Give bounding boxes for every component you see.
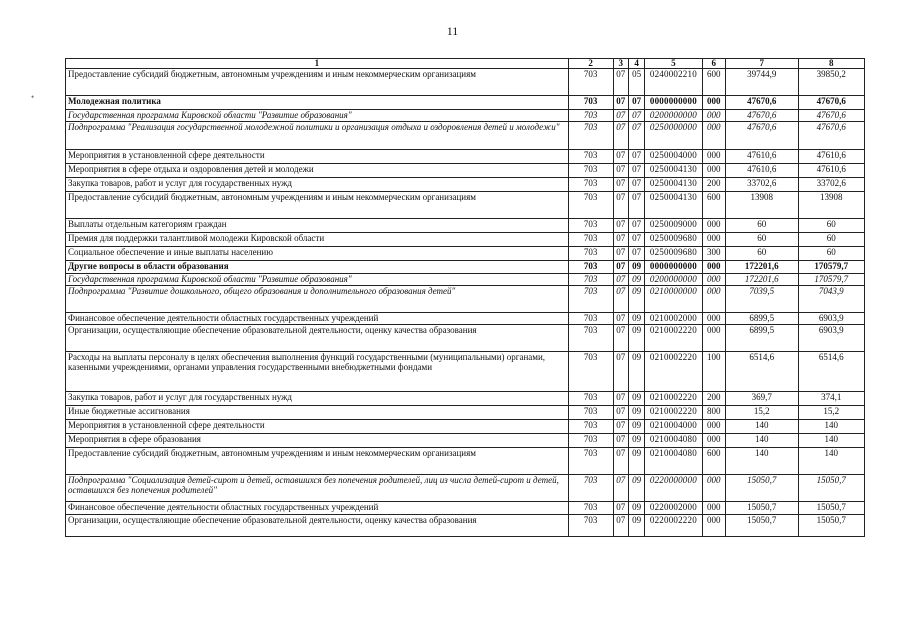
amount-year2-cell: 47610,6 <box>798 150 864 164</box>
target-article-cell: 0250004000 <box>645 150 702 164</box>
row-name-cell: Мероприятия в сфере отдыха и оздоровления детей и молодежи <box>66 164 569 178</box>
row-name-cell: Финансовое обеспечение деятельности областных государственных учреждений <box>66 502 569 515</box>
table-row <box>66 352 865 392</box>
header-row <box>66 59 865 69</box>
row-name-cell: Мероприятия в установленной сфере деятельности <box>66 150 569 164</box>
subsection-cell: 07 <box>628 96 644 110</box>
table-row <box>66 448 865 475</box>
table-row <box>66 164 865 178</box>
amount-year1-cell: 33702,6 <box>726 178 799 192</box>
chapter-cell: 703 <box>568 325 613 352</box>
expense-type-cell: 200 <box>702 392 726 406</box>
expense-type-cell: 600 <box>702 192 726 219</box>
table-row <box>66 274 865 286</box>
section-cell: 07 <box>613 150 628 164</box>
section-cell: 07 <box>613 502 628 515</box>
amount-year1-cell: 15050,7 <box>726 515 799 537</box>
table-row <box>66 261 865 274</box>
target-article-cell: 0250004130 <box>645 192 702 219</box>
section-cell: 07 <box>613 313 628 325</box>
target-article-cell: 0250009680 <box>645 233 702 247</box>
chapter-cell: 703 <box>568 122 613 150</box>
expense-type-cell: 000 <box>702 502 726 515</box>
section-cell: 07 <box>613 352 628 392</box>
subsection-cell: 07 <box>628 219 644 233</box>
target-article-cell: 0240002210 <box>645 69 702 96</box>
header-cell: 4 <box>628 59 644 69</box>
chapter-cell: 703 <box>568 178 613 192</box>
header-cell: 8 <box>798 59 864 69</box>
target-article-cell: 0210004080 <box>645 434 702 448</box>
section-cell: 07 <box>613 261 628 274</box>
table-row <box>66 392 865 406</box>
subsection-cell: 09 <box>628 352 644 392</box>
subsection-cell: 07 <box>628 247 644 261</box>
expense-type-cell: 000 <box>702 122 726 150</box>
target-article-cell: 0220002220 <box>645 515 702 537</box>
row-name-cell: Мероприятия в сфере образования <box>66 434 569 448</box>
row-name-cell: Организации, осуществляющие обеспечение образовательной деятельности, оценку качества образования <box>66 515 569 537</box>
amount-year2-cell: 47670,6 <box>798 122 864 150</box>
chapter-cell: 703 <box>568 192 613 219</box>
expense-type-cell: 000 <box>702 164 726 178</box>
section-cell: 07 <box>613 96 628 110</box>
target-article-cell: 0210002220 <box>645 406 702 420</box>
chapter-cell: 703 <box>568 164 613 178</box>
row-name-cell: Закупка товаров, работ и услуг для государственных нужд <box>66 392 569 406</box>
target-article-cell: 0000000000 <box>645 96 702 110</box>
expense-type-cell: 600 <box>702 69 726 96</box>
amount-year1-cell: 7039,5 <box>726 286 799 313</box>
row-name-cell: Подпрограмма "Социализация детей-сирот и детей, оставшихся без попечения родителей, лиц из числа детей-сирот и детей, оставшихся без попечения родителей" <box>66 475 569 502</box>
expense-type-cell: 000 <box>702 96 726 110</box>
amount-year2-cell: 6903,9 <box>798 313 864 325</box>
section-cell: 07 <box>613 515 628 537</box>
scan-mark: • <box>31 92 35 102</box>
budget-table <box>65 58 865 537</box>
section-cell: 07 <box>613 448 628 475</box>
amount-year2-cell: 170579,7 <box>798 274 864 286</box>
table-row <box>66 286 865 313</box>
table-row <box>66 406 865 420</box>
amount-year2-cell: 60 <box>798 233 864 247</box>
subsection-cell: 09 <box>628 434 644 448</box>
expense-type-cell: 600 <box>702 448 726 475</box>
amount-year2-cell: 140 <box>798 420 864 434</box>
table-row <box>66 515 865 537</box>
subsection-cell: 09 <box>628 448 644 475</box>
header-cell: 2 <box>568 59 613 69</box>
chapter-cell: 703 <box>568 247 613 261</box>
amount-year2-cell: 15050,7 <box>798 475 864 502</box>
chapter-cell: 703 <box>568 406 613 420</box>
chapter-cell: 703 <box>568 274 613 286</box>
table-row <box>66 69 865 96</box>
chapter-cell: 703 <box>568 110 613 122</box>
row-name-cell: Предоставление субсидий бюджетным, автономным учреждениям и иным некоммерческим организациям <box>66 192 569 219</box>
amount-year2-cell: 6903,9 <box>798 325 864 352</box>
chapter-cell: 703 <box>568 313 613 325</box>
amount-year2-cell: 33702,6 <box>798 178 864 192</box>
amount-year1-cell: 140 <box>726 434 799 448</box>
table-row <box>66 150 865 164</box>
chapter-cell: 703 <box>568 434 613 448</box>
target-article-cell: 0210004080 <box>645 448 702 475</box>
header-cell: 7 <box>726 59 799 69</box>
expense-type-cell: 000 <box>702 313 726 325</box>
section-cell: 07 <box>613 192 628 219</box>
subsection-cell: 09 <box>628 475 644 502</box>
amount-year2-cell: 47610,6 <box>798 164 864 178</box>
target-article-cell: 0210002220 <box>645 325 702 352</box>
row-name-cell: Премия для поддержки талантливой молодежи Кировской области <box>66 233 569 247</box>
table-row <box>66 420 865 434</box>
expense-type-cell: 000 <box>702 261 726 274</box>
row-name-cell: Предоставление субсидий бюджетным, автономным учреждениям и иным некоммерческим организациям <box>66 448 569 475</box>
subsection-cell: 07 <box>628 150 644 164</box>
expense-type-cell: 000 <box>702 325 726 352</box>
expense-type-cell: 000 <box>702 286 726 313</box>
amount-year2-cell: 170579,7 <box>798 261 864 274</box>
subsection-cell: 09 <box>628 286 644 313</box>
chapter-cell: 703 <box>568 448 613 475</box>
subsection-cell: 07 <box>628 164 644 178</box>
row-name-cell: Подпрограмма "Реализация государственной молодежной политики и организация отдыха и оздоровления детей и молодежи" <box>66 122 569 150</box>
section-cell: 07 <box>613 392 628 406</box>
amount-year1-cell: 47610,6 <box>726 164 799 178</box>
subsection-cell: 09 <box>628 502 644 515</box>
section-cell: 07 <box>613 406 628 420</box>
expense-type-cell: 000 <box>702 150 726 164</box>
table-row <box>66 233 865 247</box>
amount-year1-cell: 60 <box>726 233 799 247</box>
row-name-cell: Закупка товаров, работ и услуг для государственных нужд <box>66 178 569 192</box>
expense-type-cell: 000 <box>702 233 726 247</box>
subsection-cell: 07 <box>628 122 644 150</box>
header-cell: 1 <box>66 59 569 69</box>
section-cell: 07 <box>613 247 628 261</box>
amount-year2-cell: 39850,2 <box>798 69 864 96</box>
section-cell: 07 <box>613 274 628 286</box>
chapter-cell: 703 <box>568 233 613 247</box>
table-row <box>66 110 865 122</box>
subsection-cell: 07 <box>628 192 644 219</box>
chapter-cell: 703 <box>568 515 613 537</box>
chapter-cell: 703 <box>568 69 613 96</box>
chapter-cell: 703 <box>568 420 613 434</box>
target-article-cell: 0210000000 <box>645 286 702 313</box>
target-article-cell: 0220000000 <box>645 475 702 502</box>
amount-year1-cell: 15050,7 <box>726 475 799 502</box>
amount-year1-cell: 6899,5 <box>726 313 799 325</box>
expense-type-cell: 300 <box>702 247 726 261</box>
row-name-cell: Иные бюджетные ассигнования <box>66 406 569 420</box>
section-cell: 07 <box>613 434 628 448</box>
target-article-cell: 0250009680 <box>645 247 702 261</box>
target-article-cell: 0210004000 <box>645 420 702 434</box>
expense-type-cell: 000 <box>702 219 726 233</box>
amount-year1-cell: 140 <box>726 420 799 434</box>
amount-year2-cell: 374,1 <box>798 392 864 406</box>
section-cell: 07 <box>613 475 628 502</box>
target-article-cell: 0250004130 <box>645 178 702 192</box>
section-cell: 07 <box>613 110 628 122</box>
target-article-cell: 0210002000 <box>645 313 702 325</box>
row-name-cell: Молодежная политика <box>66 96 569 110</box>
amount-year1-cell: 6899,5 <box>726 325 799 352</box>
expense-type-cell: 000 <box>702 515 726 537</box>
amount-year1-cell: 172201,6 <box>726 274 799 286</box>
header-cell: 5 <box>645 59 702 69</box>
subsection-cell: 09 <box>628 313 644 325</box>
target-article-cell: 0220002000 <box>645 502 702 515</box>
section-cell: 07 <box>613 69 628 96</box>
chapter-cell: 703 <box>568 219 613 233</box>
amount-year2-cell: 140 <box>798 434 864 448</box>
row-name-cell: Подпрограмма "Развитие дошкольного, общего образования и дополнительного образования детей" <box>66 286 569 313</box>
section-cell: 07 <box>613 178 628 192</box>
row-name-cell: Мероприятия в установленной сфере деятельности <box>66 420 569 434</box>
table-row <box>66 122 865 150</box>
table-row <box>66 475 865 502</box>
amount-year1-cell: 47670,6 <box>726 110 799 122</box>
amount-year2-cell: 60 <box>798 247 864 261</box>
target-article-cell: 0250009000 <box>645 219 702 233</box>
chapter-cell: 703 <box>568 502 613 515</box>
amount-year1-cell: 47670,6 <box>726 122 799 150</box>
amount-year2-cell: 15050,7 <box>798 502 864 515</box>
target-article-cell: 0200000000 <box>645 274 702 286</box>
section-cell: 07 <box>613 325 628 352</box>
table-row <box>66 325 865 352</box>
section-cell: 07 <box>613 233 628 247</box>
amount-year1-cell: 15,2 <box>726 406 799 420</box>
chapter-cell: 703 <box>568 475 613 502</box>
table-row <box>66 434 865 448</box>
section-cell: 07 <box>613 286 628 313</box>
table-row <box>66 178 865 192</box>
subsection-cell: 05 <box>628 69 644 96</box>
amount-year1-cell: 172201,6 <box>726 261 799 274</box>
target-article-cell: 0250004130 <box>645 164 702 178</box>
subsection-cell: 09 <box>628 515 644 537</box>
row-name-cell: Государственная программа Кировской области "Развитие образования" <box>66 110 569 122</box>
section-cell: 07 <box>613 219 628 233</box>
subsection-cell: 09 <box>628 261 644 274</box>
amount-year1-cell: 39744,9 <box>726 69 799 96</box>
table-row <box>66 313 865 325</box>
amount-year1-cell: 140 <box>726 448 799 475</box>
row-name-cell: Предоставление субсидий бюджетным, автономным учреждениям и иным некоммерческим организациям <box>66 69 569 96</box>
row-name-cell: Другие вопросы в области образования <box>66 261 569 274</box>
subsection-cell: 09 <box>628 274 644 286</box>
chapter-cell: 703 <box>568 392 613 406</box>
amount-year2-cell: 15050,7 <box>798 515 864 537</box>
target-article-cell: 0200000000 <box>645 110 702 122</box>
expense-type-cell: 100 <box>702 352 726 392</box>
expense-type-cell: 200 <box>702 178 726 192</box>
amount-year2-cell: 15,2 <box>798 406 864 420</box>
subsection-cell: 07 <box>628 110 644 122</box>
amount-year2-cell: 60 <box>798 219 864 233</box>
amount-year1-cell: 60 <box>726 219 799 233</box>
row-name-cell: Социальное обеспечение и иные выплаты населению <box>66 247 569 261</box>
amount-year2-cell: 6514,6 <box>798 352 864 392</box>
amount-year2-cell: 47670,6 <box>798 110 864 122</box>
expense-type-cell: 000 <box>702 475 726 502</box>
subsection-cell: 09 <box>628 406 644 420</box>
amount-year2-cell: 13908 <box>798 192 864 219</box>
target-article-cell: 0250000000 <box>645 122 702 150</box>
page-number: 11 <box>446 24 459 38</box>
amount-year2-cell: 47670,6 <box>798 96 864 110</box>
subsection-cell: 09 <box>628 392 644 406</box>
row-name-cell: Организации, осуществляющие обеспечение образовательной деятельности, оценку качества образования <box>66 325 569 352</box>
amount-year1-cell: 13908 <box>726 192 799 219</box>
subsection-cell: 09 <box>628 420 644 434</box>
section-cell: 07 <box>613 420 628 434</box>
amount-year1-cell: 47610,6 <box>726 150 799 164</box>
amount-year2-cell: 140 <box>798 448 864 475</box>
row-name-cell: Расходы на выплаты персоналу в целях обеспечения выполнения функций государственными (муниципальными) органами, казенными учреждениями, органами управления государственными внебюджетными фондами <box>66 352 569 392</box>
header-cell: 6 <box>702 59 726 69</box>
amount-year2-cell: 7043,9 <box>798 286 864 313</box>
subsection-cell: 07 <box>628 178 644 192</box>
chapter-cell: 703 <box>568 261 613 274</box>
amount-year1-cell: 6514,6 <box>726 352 799 392</box>
chapter-cell: 703 <box>568 286 613 313</box>
row-name-cell: Государственная программа Кировской области "Развитие образования" <box>66 274 569 286</box>
amount-year1-cell: 47670,6 <box>726 96 799 110</box>
table-row <box>66 219 865 233</box>
amount-year1-cell: 369,7 <box>726 392 799 406</box>
target-article-cell: 0000000000 <box>645 261 702 274</box>
subsection-cell: 09 <box>628 325 644 352</box>
target-article-cell: 0210002220 <box>645 392 702 406</box>
table-row <box>66 96 865 110</box>
chapter-cell: 703 <box>568 96 613 110</box>
table-row <box>66 247 865 261</box>
amount-year1-cell: 60 <box>726 247 799 261</box>
target-article-cell: 0210002220 <box>645 352 702 392</box>
expense-type-cell: 000 <box>702 434 726 448</box>
chapter-cell: 703 <box>568 150 613 164</box>
row-name-cell: Выплаты отдельным категориям граждан <box>66 219 569 233</box>
row-name-cell: Финансовое обеспечение деятельности областных государственных учреждений <box>66 313 569 325</box>
subsection-cell: 07 <box>628 233 644 247</box>
chapter-cell: 703 <box>568 352 613 392</box>
expense-type-cell: 000 <box>702 420 726 434</box>
amount-year1-cell: 15050,7 <box>726 502 799 515</box>
table-row <box>66 502 865 515</box>
expense-type-cell: 000 <box>702 274 726 286</box>
table-row <box>66 192 865 219</box>
expense-type-cell: 800 <box>702 406 726 420</box>
section-cell: 07 <box>613 164 628 178</box>
expense-type-cell: 000 <box>702 110 726 122</box>
header-cell: 3 <box>613 59 628 69</box>
section-cell: 07 <box>613 122 628 150</box>
